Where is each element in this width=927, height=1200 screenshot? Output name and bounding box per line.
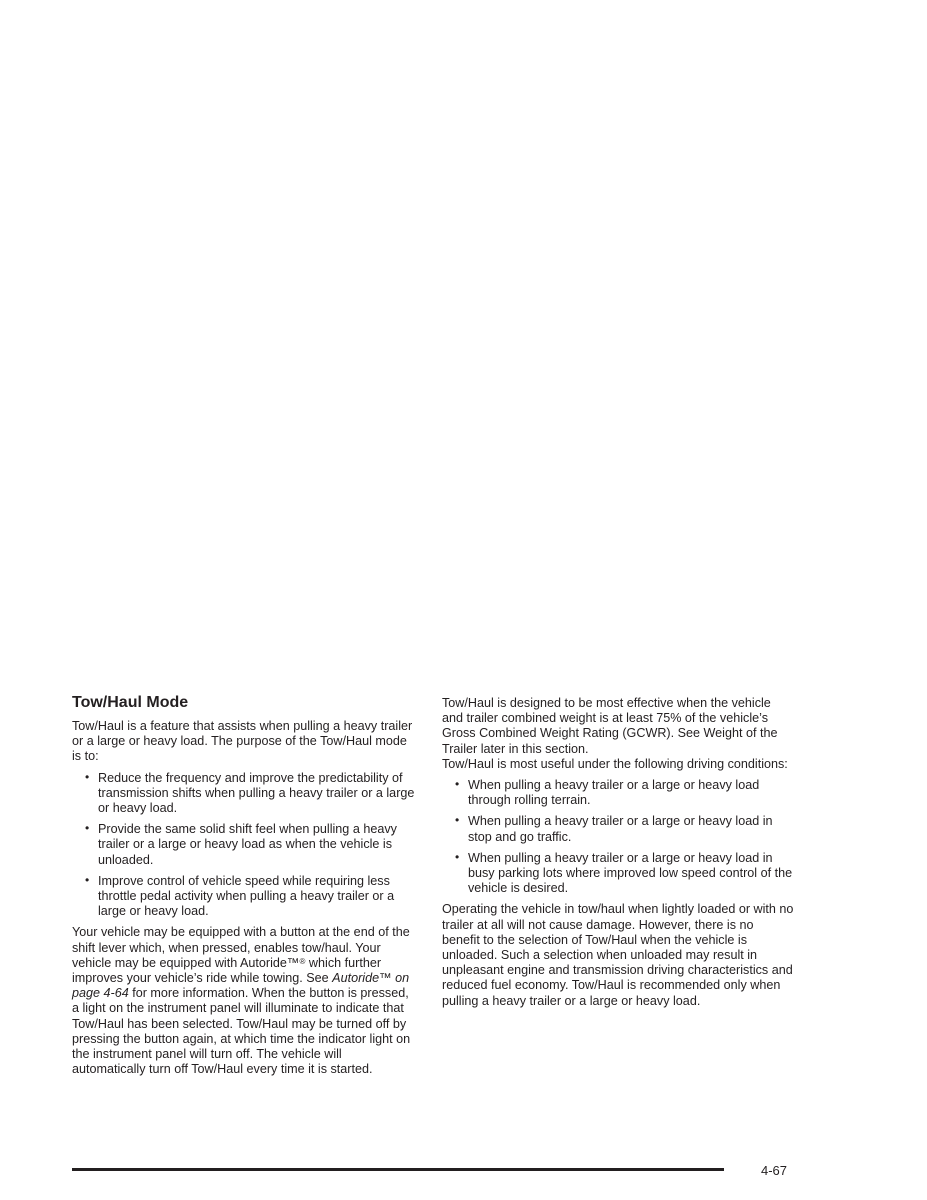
- intro-paragraph: Tow/Haul is a feature that assists when pulling a heavy trailer or a large or heavy load. The purpose of the Tow/Haul mode is to:: [72, 719, 413, 764]
- list-item: • Reduce the frequency and improve the predictability of transmission shifts when pulling a heavy trailer or a large or heavy load.: [85, 769, 415, 816]
- list-item: • When pulling a heavy trailer or a large or heavy load in busy parking lots where improved low speed control of the vehicle is desired.: [455, 849, 793, 896]
- bullet-icon: •: [455, 777, 460, 792]
- list-item: • Provide the same solid shift feel when pulling a heavy trailer or a large or heavy load as when the vehicle is unloaded.: [85, 821, 397, 867]
- footer-rule: [72, 1168, 724, 1171]
- conditions-intro: Tow/Haul is most useful under the following driving conditions:: [442, 756, 788, 771]
- left-column: [72, 693, 417, 1083]
- list-item: • When pulling a heavy trailer or a large or heavy load through rolling terrain.: [455, 777, 760, 808]
- bullet-icon: •: [455, 813, 460, 828]
- bullet-icon: •: [85, 821, 90, 836]
- list-item: • When pulling a heavy trailer or a large or heavy load in stop and go traffic.: [455, 813, 773, 844]
- conditions-list: [442, 778, 794, 896]
- cross-reference-link[interactable]: Autoride™ on page 4-64: [72, 971, 410, 1001]
- bullet-icon: •: [85, 769, 90, 784]
- purpose-list: [72, 771, 417, 920]
- list-item: • Improve control of vehicle speed while requiring less throttle pedal activity when pulling a heavy trailer or a large or heavy load.: [85, 872, 395, 919]
- bullet-icon: •: [85, 872, 90, 887]
- button-paragraph: Your vehicle may be equipped with a button at the end of the shift lever which, when pressed, enables tow/haul. Your vehicle may be equipped with Autoride™® which further improves your vehicle’s ride while towing. See Autoride™ on page 4-64 for more information. When the button is pressed, a light on the instrument panel will illuminate to indicate that Tow/Haul has been selected. Tow/Haul may be turned off by pressing the button again, at which time the indicator light on the instrument panel will turn off. The vehicle will automatically turn off Tow/Haul every time it is started.: [72, 925, 411, 1077]
- bullet-icon: •: [455, 849, 460, 864]
- registered-mark: ®: [299, 956, 306, 966]
- section-heading: Tow/Haul Mode: [72, 694, 189, 711]
- right-column: [442, 696, 794, 1015]
- operating-paragraph: Operating the vehicle in tow/haul when lightly loaded or with no trailer at all will not cause damage. However, there is no benefit to the selection of Tow/Haul when the vehicle is unloaded. Such a selection when unloaded may result in unpleasant engine and transmission driving characteristics and reduced fuel economy. Tow/Haul is recommended only when pulling a heavy trailer or a large or heavy load.: [442, 902, 794, 1008]
- page-number: 4-67: [761, 1163, 788, 1178]
- effectiveness-paragraph: Tow/Haul is designed to be most effective when the vehicle and trailer combined weight is at least 75% of the vehicle’s Gross Combined Weight Rating (GCWR). See Weight of the Trailer later in this section.: [442, 696, 778, 756]
